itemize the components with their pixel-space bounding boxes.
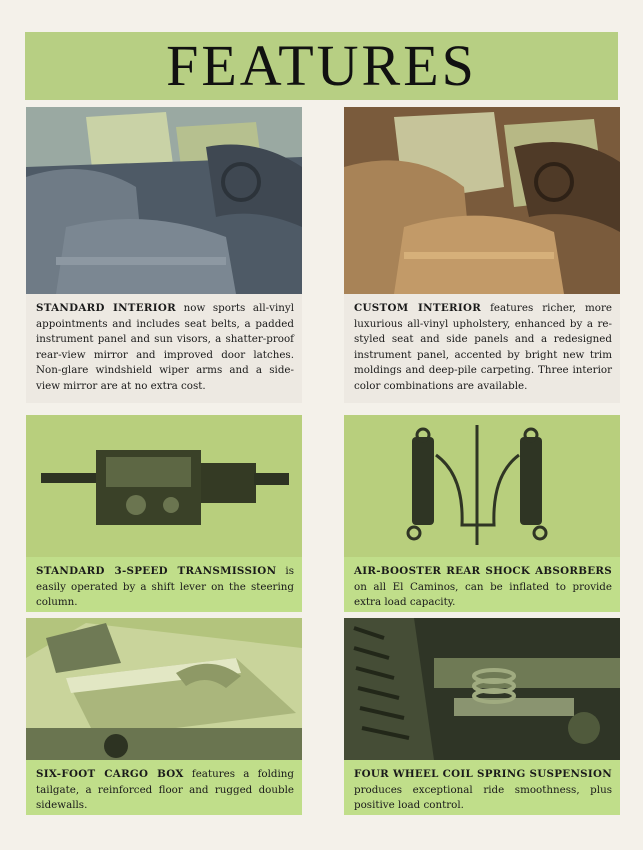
transmission-caption — [26, 557, 302, 612]
caption-lead: CUSTOM INTERIOR — [354, 302, 482, 314]
caption-lead: STANDARD 3-SPEED TRANSMISSION — [36, 565, 277, 577]
caption-text: features a folding tailgate, a reinforced floor and rugged double sidewalls. — [36, 768, 294, 811]
caption-text: produces exceptional ride smoothness, plus positive load control. — [354, 783, 612, 811]
panel-coil-spring — [344, 618, 620, 815]
caption-text: is easily operated by a shift lever on the steering column. — [36, 565, 294, 608]
caption-text: now sports all-vinyl appointments and includes seat belts, a padded instrument panel and sun visors, a shatter-proof rear-view mirror and improved door latches. Non-glare windshield wiper arms and a side-view mirror are at no extra cost. — [36, 302, 294, 392]
cargo-box-photo — [26, 618, 302, 760]
cargo-box-caption — [26, 760, 302, 815]
panel-custom-interior — [344, 107, 620, 403]
caption-lead: STANDARD INTERIOR — [36, 302, 177, 314]
panel-shock-absorbers — [344, 415, 620, 612]
coil-spring-photo — [344, 618, 620, 760]
coil-spring-caption — [344, 760, 620, 815]
transmission-photo — [26, 415, 302, 557]
panel-standard-interior — [26, 107, 302, 403]
features-banner — [25, 32, 618, 100]
caption-lead: AIR-BOOSTER REAR SHOCK ABSORBERS — [354, 565, 612, 577]
custom-interior-photo — [344, 107, 620, 294]
standard-interior-photo — [26, 107, 302, 294]
shock-absorbers-caption — [344, 557, 620, 612]
standard-interior-caption — [26, 294, 302, 403]
panel-cargo-box — [26, 618, 302, 815]
panel-transmission — [26, 415, 302, 612]
caption-text: on all El Caminos, can be inflated to provide extra load capacity. — [354, 580, 612, 608]
caption-lead: SIX-FOOT CARGO BOX — [36, 768, 184, 780]
custom-interior-caption — [344, 294, 620, 403]
caption-lead: FOUR WHEEL COIL SPRING SUSPENSION — [354, 768, 612, 780]
page-title: FEATURES — [166, 33, 477, 98]
caption-text: features richer, more luxurious all-vinyl upholstery, enhanced by a re-styled seat and side panels and a redesigned instrument panel, accented by bright new trim moldings and deep-pile carpeting. Three interior color combinations are available. — [354, 302, 612, 392]
shock-absorbers-photo — [344, 415, 620, 557]
